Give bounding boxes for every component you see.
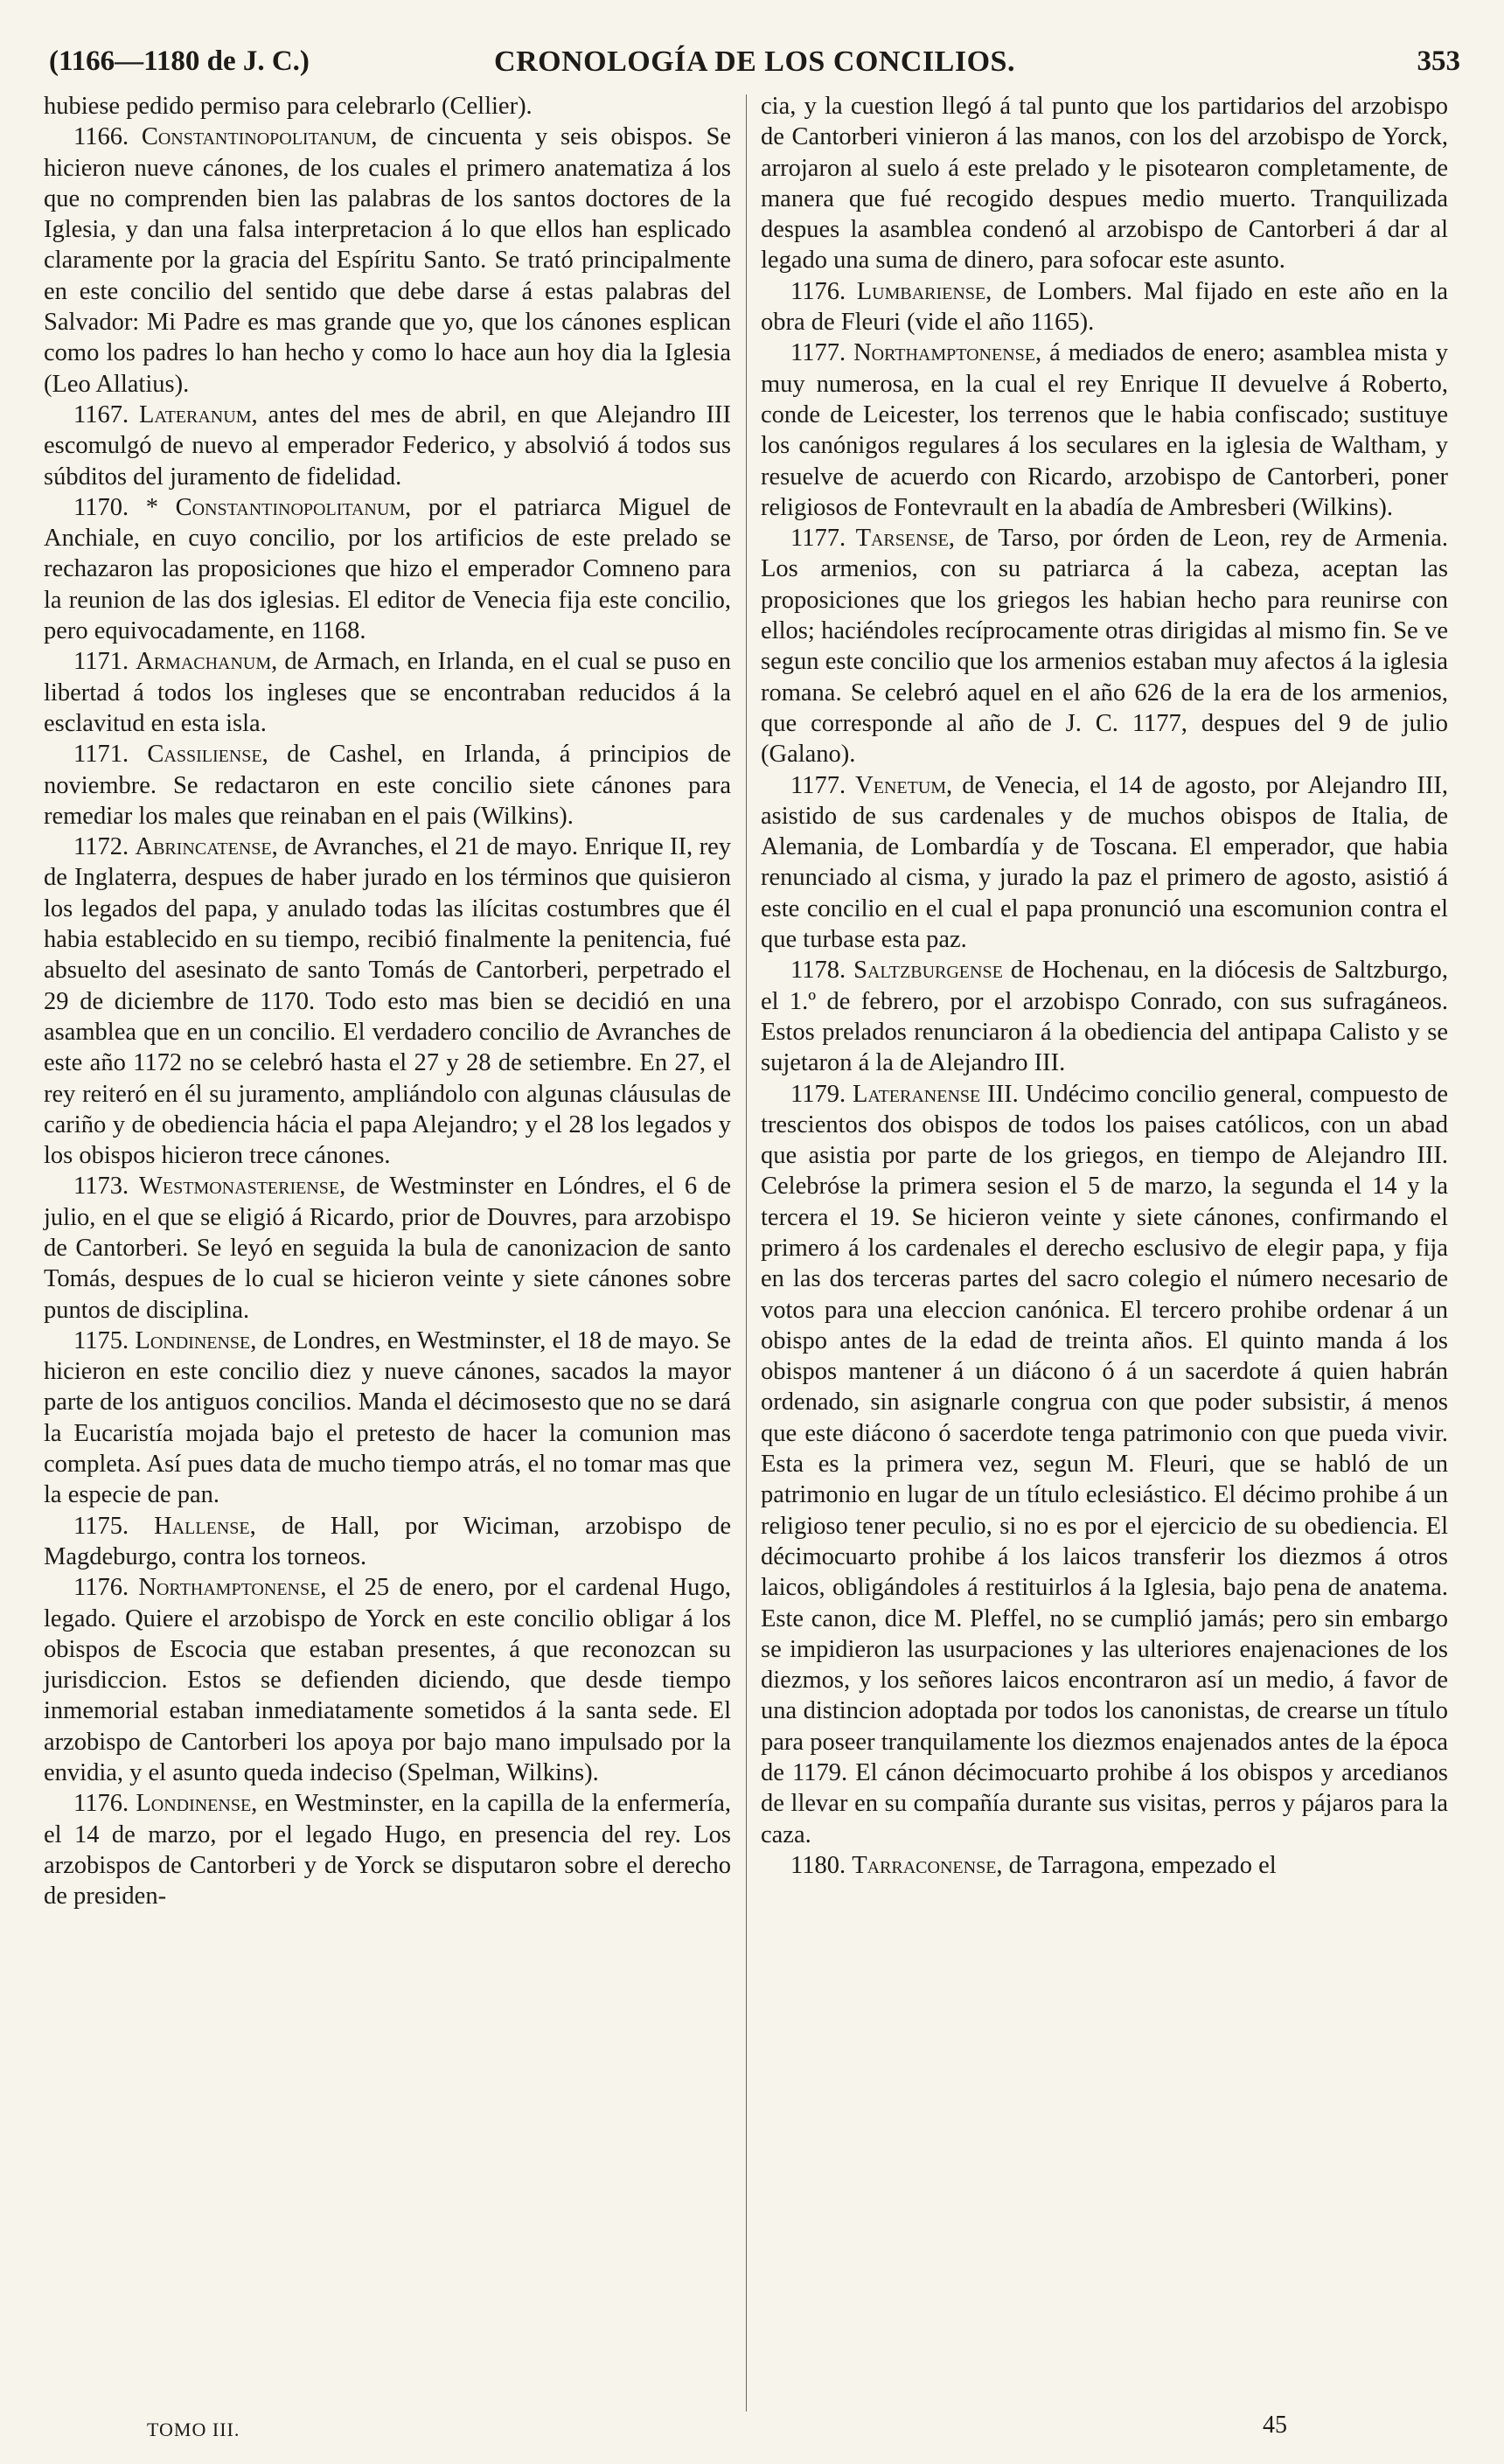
entry-text: de Venecia, el 14 de agosto, por Alejandro III, asistido de sus cardenales y de muchos obispos de Italia, de Alemania, de Lombardía y de Toscana. El emperador, que habia renunciado al cisma, y jurado la paz el primero de agosto, asistió á este concilio en el cual el papa pronunció una escomunion contra el que turbase esta paz.	[761, 771, 1448, 954]
column-divider	[746, 94, 747, 2412]
council-name: Northamptonense,	[138, 1574, 327, 1602]
printer-signature: 45	[1263, 2412, 1287, 2439]
council-name: Londinense,	[135, 1326, 257, 1354]
council-entry	[44, 646, 731, 739]
council-entry	[44, 1788, 731, 1911]
council-name: Hallense,	[154, 1512, 256, 1540]
entry-text: antes del mes de abril, en que Alejandro III escomulgó de nuevo al emperador Federico, y absolvió á todos sus súbditos del juramento de fidelidad.	[44, 400, 731, 491]
council-name: Lumbariense,	[856, 277, 992, 305]
council-entry	[761, 523, 1448, 769]
council-entry	[44, 400, 731, 492]
entry-year: 1176.	[73, 1574, 139, 1602]
entry-text: de Westminster en Lóndres, el 6 de julio, en el que se eligió á Ricardo, prior de Douvres, para arzobispo de Cantorberi. Se leyó en seguida la bula de canonizacion de santo Tomás, despues de lo cual se hicieron veinte y siete cánones sobre puntos de disciplina.	[44, 1173, 731, 1324]
entry-year: 1173.	[73, 1173, 139, 1201]
entry-year: 1176.	[790, 277, 857, 305]
entry-year: 1180.	[790, 1851, 853, 1879]
council-entry	[44, 1171, 731, 1325]
council-entry	[761, 955, 1448, 1078]
entry-text: de Armach, en Irlanda, en el cual se puso en libertad á todos los ingleses que se encontraban reducidos á la esclavitud en esta isla.	[44, 648, 731, 737]
entry-text: de Londres, en Westminster, el 18 de mayo. Se hicieron en este concilio diez y nueve cánones, sacados la mayor parte de los antiguos concilios. Manda el décimosesto que no se dará la Eucaristía mojada bajo el pretesto de hacer la comunion mas completa. Así pues data de mucho tiempo atrás, el no tomar mas que la especie de pan.	[44, 1326, 731, 1509]
council-entry	[761, 338, 1448, 523]
continued-paragraph	[44, 91, 731, 122]
page-number: 353	[1417, 45, 1460, 77]
running-header	[49, 45, 1460, 89]
entry-year: 1172.	[73, 833, 136, 861]
entry-text: de Tarso, por órden de Leon, rey de Armenia. Los armenios, con su patriarca á la cabeza, aceptan las proposiciones que los griegos les habian hecho para reunirse con ellos; haciéndoles recíprocamente otras dirigidas al mismo fin. Se ve segun este concilio que los armenios estaban muy afectos á la iglesia romana. Se celebró aquel en el año 626 de la era de los armenios, que corresponde al año de J. C. 1177, despues del 9 de julio (Galano).	[761, 525, 1448, 769]
council-entry	[44, 1572, 731, 1788]
entry-year: 1167.	[73, 400, 139, 428]
entry-year: 1175.	[73, 1512, 155, 1540]
entry-year: 1179.	[790, 1080, 853, 1108]
entry-text: de Hall, por Wiciman, arzobispo de Magdeburgo, contra los torneos.	[44, 1512, 731, 1570]
council-entry	[761, 1079, 1448, 1850]
entry-text: de Cashel, en Irlanda, á principios de noviembre. Se redactaron en este concilio siete cánones para remediar los males que reinaban en el pais (Wilkins).	[44, 741, 731, 830]
entry-year: 1166.	[73, 123, 142, 151]
council-entry	[761, 276, 1448, 338]
entry-year: 1177.	[790, 339, 854, 367]
council-name: Lateranense	[852, 1080, 981, 1108]
header-title: CRONOLOGÍA DE LOS CONCILIOS.	[494, 45, 1015, 78]
entry-text: de cincuenta y seis obispos. Se hicieron nueve cánones, de los cuales el primero anatematiza á los que no comprenden bien las palabras de los santos doctores de la Iglesia, y dan una falsa interpretacion á lo que ellos han esplicado claramente por la gracia del Espíritu Santo. Se trató principalmente en este concilio del sentido que debe darse á estas palabras del Salvador: Mi Padre es mas grande que yo, que los cánones esplican como los padres lo han hecho y como lo hace aun hoy dia la Iglesia (Leo Allatius).	[44, 123, 731, 398]
council-name: Constantinopolitanum,	[175, 493, 412, 521]
council-name: Armachanum,	[136, 648, 278, 676]
entry-text: á mediados de enero; asamblea mista y muy numerosa, en la cual el rey Enrique II devuelve á Roberto, conde de Leicester, los terrenos que le habia confiscado; sustituye los canónigos regulares á los seculares en la iglesia de Waltham, y resuelve de acuerdo con Ricardo, arzobispo de Cantorberi, poner religiosos de Fontevrault en la abadía de Ambresberi (Wilkins).	[761, 339, 1448, 521]
council-entry	[44, 1511, 731, 1573]
entry-text: por el patriarca Miguel de Anchiale, en cuyo concilio, por los artificios de este prelado se rechazaron las proposiciones que hizo el emperador Comneno para la reunion de las dos iglesias. El editor de Venecia fija este concilio, pero equivocadamente, en 1168.	[44, 493, 731, 645]
council-entry	[761, 1850, 1448, 1881]
entry-text: de Tarragona, empezado el	[1002, 1851, 1277, 1879]
entry-text: el 25 de enero, por el cardenal Hugo, legado. Quiere el arzobispo de Yorck en este concilio obligar á los obispos de Escocia que estaban presentes, á que reconozcan su jurisdiccion. Estos se defienden diciendo, que desde tiempo inmemorial estaban inmediatamente sometidos á la santa sede. El arzobispo de Cantorberi los apoya por bajo mano impulsado por la envidia, y el asunto queda indeciso (Spelman, Wilkins).	[44, 1574, 731, 1787]
council-name: Saltzburgense	[853, 957, 1003, 985]
entry-text: de Lombers. Mal fijado en este año en la obra de Fleuri (vide el año 1165).	[761, 277, 1449, 337]
entry-year: 1176.	[73, 1790, 136, 1818]
council-name: Abrincatense,	[135, 833, 278, 861]
left-text-column	[44, 91, 731, 1912]
council-name: Londinense,	[136, 1790, 258, 1818]
header-date-range: (1166—1180 de J. C.)	[49, 45, 310, 77]
council-entry	[44, 1326, 731, 1511]
council-entry	[44, 832, 731, 1171]
council-name: Tarsense,	[855, 525, 956, 553]
entry-text: de Avranches, el 21 de mayo. Enrique II, rey de Inglaterra, despues de haber jurado en los términos que quisieron los legados del papa, y anulado todas las ilícitas costumbres que él habia establecido en su tiempo, recibió finalmente la penitencia, fué absuelto del asesinato de santo Tomás de Cantorberi, perpetrado el 29 de diciembre de 1170. Todo esto mas bien se decidió en una asamblea que en un concilio. El verdadero concilio de Avranches de este año 1172 no se celebró hasta el 27 y 28 de setiembre. En 27, el rey reiteró en él su juramento, ampliándolo con algunas cláusulas de cariño y de obediencia hácia el papa Alejandro; y el 28 los legados y los obispos hicieron trece cánones.	[44, 833, 731, 1170]
council-entry	[761, 770, 1448, 956]
volume-label: TOMO III.	[147, 2419, 240, 2440]
entry-year: 1170. *	[73, 493, 176, 521]
entry-text: hubiese pedido permiso para celebrarlo (Cellier).	[44, 93, 533, 120]
entry-text: en Westminster, en la capilla de la enfermería, el 14 de marzo, por el legado Hugo, en presencia del rey. Los arzobispos de Cantorberi y de Yorck se disputaron sobre el derecho de presiden-	[44, 1790, 731, 1911]
council-name: Tarraconense,	[852, 1851, 1003, 1879]
entry-year: 1175.	[73, 1326, 136, 1354]
entry-text: III. Undécimo concilio general, compuesto de trescientos dos obispos de todos los paises católicos, con un abad que asistia por parte de los griegos, en tiempo de Alejandro III. Celebróse la primera sesion el 5 de marzo, la segunda el 14 y la tercera el 19. Se hicieron veinte y siete cánones, confirmando el primero á los cardenales el derecho esclusivo de elegir papa, y fija en las dos terceras partes del sacro colegio el número necesario de votos para una eleccion canónica. El tercero prohibe ordenar á un obispo antes de la edad de treinta años. El quinto manda á los obispos mantener á un diácono ó á un sacerdote á quien habrán ordenado, sin asignarle congrua con que poder subsistir, á menos que este diácono ó sacerdote tenga patrimonio con que pueda vivir. Esta es la primera vez, segun M. Fleuri, que se habló de un patrimonio en lugar de un título eclesiástico. El décimo prohibe á un religioso tener peculio, si no es por el ejercicio de su obediencia. El décimocuarto prohibe á los laicos transferir los diezmos á otros laicos, obligándoles á restituirlos á la Iglesia, bajo pena de anatema. Este canon, dice M. Pleffel, no se cumplió jamás; pero sin embargo se impidieron las usurpaciones y las ulteriores enajenaciones de los diezmos, y los señores laicos encontraron así un medio, á favor de una distincion adoptada por todos los canonistas, de crearse un título para poseer tranquilamente los diezmos enajenados antes de la época de 1179. El cánon décimocuarto prohibe á los obispos y arcedianos de llevar en su compañía durante sus visitas, perros y pájaros para la caza.	[761, 1080, 1448, 1848]
entry-year: 1178.	[790, 957, 854, 985]
council-name: Lateranum,	[138, 400, 258, 428]
entry-text: de Hochenau, en la diócesis de Saltzburgo, el 1.º de febrero, por el arzobispo Conrado, con sus sufragáneos. Estos prelados renunciaron á la obediencia del antipapa Calisto y se sujetaron á la de Alejandro III.	[761, 957, 1448, 1077]
continued-paragraph	[761, 91, 1448, 276]
entry-year: 1177.	[790, 771, 856, 799]
council-entry	[44, 739, 731, 832]
council-entry	[44, 492, 731, 646]
entry-year: 1171.	[73, 648, 136, 676]
entry-year: 1171.	[73, 741, 148, 769]
council-entry	[44, 122, 731, 400]
right-text-column	[761, 91, 1448, 1881]
council-name: Cassiliense,	[147, 741, 268, 769]
council-name: Northamptonense,	[853, 339, 1042, 367]
entry-text: cia, y la cuestion llegó á tal punto que los partidarios del arzobispo de Cantorberi vinieron á las manos, con los del arzobispo de Yorck, arrojaron al suelo á este prelado y le pisotearon completamente, de manera que fué recogido despues medio muerto. Tranquilizada despues la asamblea condenó al arzobispo de Cantorberi á dar al legado una suma de dinero, para sofocar este asunto.	[761, 93, 1448, 275]
council-name: Venetum,	[855, 771, 953, 799]
council-name: Westmonasteriense,	[139, 1173, 346, 1201]
council-name: Constantinopolitanum,	[141, 123, 378, 151]
entry-year: 1177.	[790, 525, 856, 553]
